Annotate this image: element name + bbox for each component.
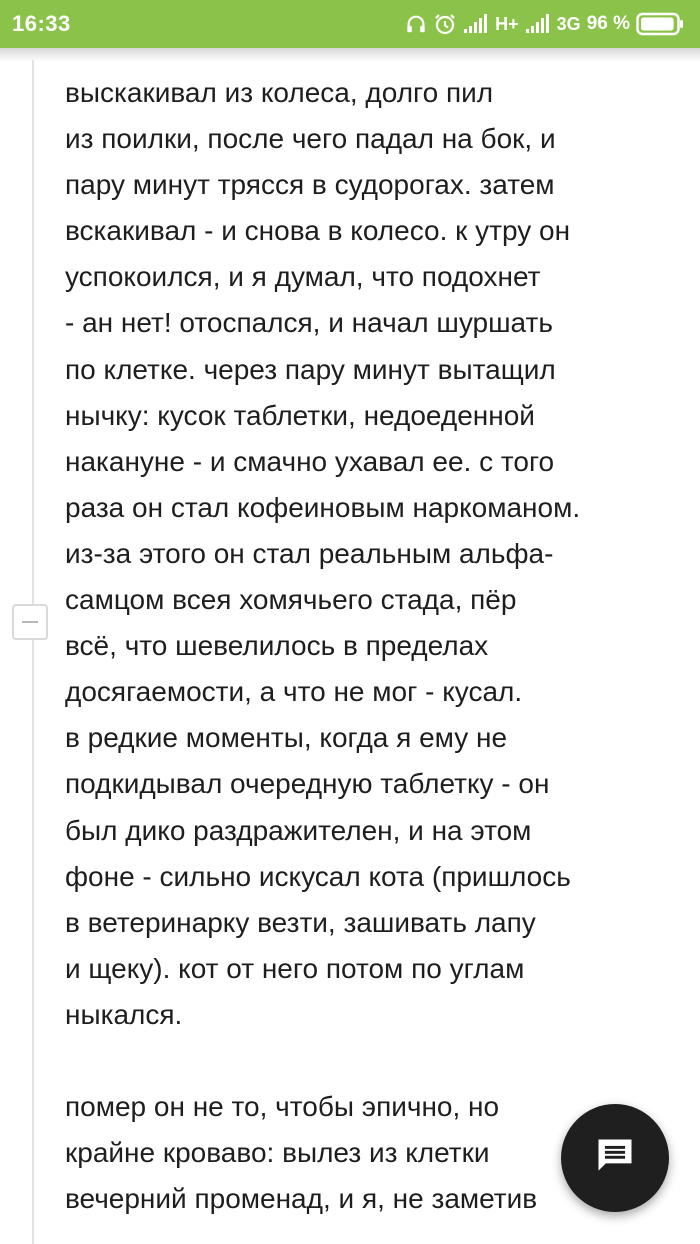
headphones-icon	[405, 13, 427, 35]
collapse-thread-button[interactable]	[12, 604, 48, 640]
network-type-label: 3G	[556, 13, 581, 34]
comment-paragraph: помер он не то, чтобы эпично, но крайне кроваво: вылез из клетки вечерний променад, и я, не заметив	[65, 1090, 538, 1215]
status-time: 16:33	[12, 11, 71, 36]
battery-icon	[636, 12, 684, 36]
alarm-icon	[433, 12, 457, 36]
signal-icon	[463, 14, 489, 34]
comment-icon	[593, 1134, 637, 1183]
comment-text	[65, 70, 695, 1222]
network-type-label: H+	[495, 13, 519, 34]
signal-icon	[525, 14, 551, 34]
comment-paragraph: выскакивал из колеса, долго пил из поилки, после чего падал на бок, и пару минут трясся в судорогах. затем вскакивал - и снова в колесо. к утру он успокоился, и я думал, что подохнет - ан нет! отоспался, и начал шуршать по клетке. через пару минут вытащил нычку: кусок таблетки, недоеденной накануне - и смачно ухавал ее. с того раза он стал кофеиновым наркоманом. из-за этого он стал реальным альфа- самцом всея хомячьего стада, пёр всё, что шевелилось в пределах досягаемости, а что не мог - кусал. в редкие моменты, когда я ему не подкидывал очередную таблетку - он был дико раздражителен, и на этом фоне - сильно искусал кота (пришлось в ветеринарку везти, зашивать лапу и щеку). кот от него потом по углам ныкался.	[65, 77, 581, 1030]
status-icons	[405, 12, 684, 36]
status-bar	[0, 0, 700, 48]
write-comment-button[interactable]	[561, 1104, 669, 1212]
battery-percent: 96 %	[586, 13, 630, 34]
header-shadow	[0, 48, 700, 62]
paragraph-spacer	[65, 1038, 695, 1084]
comment-thread-line	[32, 60, 34, 1244]
